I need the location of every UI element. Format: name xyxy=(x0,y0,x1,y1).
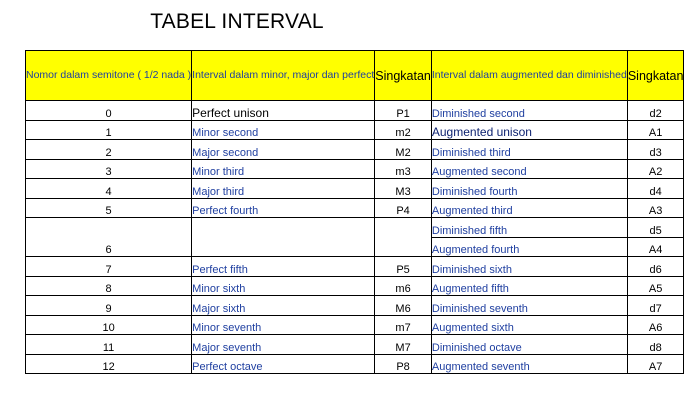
aug-dim-abbreviation-cell: A3 xyxy=(627,198,684,218)
abbreviation-cell: m2 xyxy=(375,120,432,140)
interval-cell: Major third xyxy=(192,179,375,199)
semitone-cell: 2 xyxy=(26,140,192,160)
abbreviation-cell: M7 xyxy=(375,335,432,355)
semitone-cell: 7 xyxy=(26,257,192,277)
interval-cell: Major second xyxy=(192,140,375,160)
semitone-cell: 1 xyxy=(26,120,192,140)
semitone-cell: 3 xyxy=(26,159,192,179)
aug-dim-interval-cell: Diminished fifth xyxy=(431,218,627,238)
page-title: TABEL INTERVAL xyxy=(150,10,324,33)
semitone-cell: 12 xyxy=(26,354,192,374)
abbreviation-cell: P1 xyxy=(375,101,432,121)
header-semitone: Nomor dalam semitone ( 1/2 nada ) xyxy=(26,51,192,101)
table-row xyxy=(26,218,684,238)
aug-dim-abbreviation-cell: d6 xyxy=(627,257,684,277)
abbreviation-cell: P4 xyxy=(375,198,432,218)
header-interval-augmented-diminished: Interval dalam augmented dan diminished xyxy=(431,51,627,101)
aug-dim-abbreviation-cell: d2 xyxy=(627,101,684,121)
interval-cell: Perfect unison xyxy=(192,101,375,121)
abbreviation-cell: P8 xyxy=(375,354,432,374)
aug-dim-interval-cell: Diminished second xyxy=(431,101,627,121)
interval-cell: Minor second xyxy=(192,120,375,140)
aug-dim-interval-cell: Augmented third xyxy=(431,198,627,218)
table-row xyxy=(26,257,684,277)
aug-dim-interval-cell: Diminished fourth xyxy=(431,179,627,199)
aug-dim-interval-cell: Diminished third xyxy=(431,140,627,160)
aug-dim-abbreviation-cell: A2 xyxy=(627,159,684,179)
semitone-cell: 11 xyxy=(26,335,192,355)
abbreviation-cell: m7 xyxy=(375,315,432,335)
abbreviation-cell: P5 xyxy=(375,257,432,277)
abbreviation-cell: m6 xyxy=(375,276,432,296)
aug-dim-interval-cell: Augmented unison xyxy=(431,120,627,140)
interval-cell: Perfect fifth xyxy=(192,257,375,277)
empty-interval-cell xyxy=(192,218,375,257)
table-row xyxy=(26,276,684,296)
aug-dim-interval-cell: Diminished seventh xyxy=(431,296,627,316)
table-row xyxy=(26,179,684,199)
aug-dim-abbreviation-cell: d7 xyxy=(627,296,684,316)
interval-cell: Major seventh xyxy=(192,335,375,355)
table-row xyxy=(26,140,684,160)
abbreviation-cell: M2 xyxy=(375,140,432,160)
aug-dim-interval-cell: Augmented seventh xyxy=(431,354,627,374)
aug-dim-interval-cell: Augmented fourth xyxy=(431,237,627,257)
abbreviation-cell: m3 xyxy=(375,159,432,179)
aug-dim-abbreviation-cell: A7 xyxy=(627,354,684,374)
interval-cell: Major sixth xyxy=(192,296,375,316)
table-row xyxy=(26,159,684,179)
semitone-cell: 8 xyxy=(26,276,192,296)
table-row xyxy=(26,354,684,374)
aug-dim-abbreviation-cell: d5 xyxy=(627,218,684,238)
table-row xyxy=(26,335,684,355)
abbreviation-cell: M3 xyxy=(375,179,432,199)
aug-dim-interval-cell: Augmented sixth xyxy=(431,315,627,335)
header-abbreviation-1: Singkatan xyxy=(375,51,432,101)
semitone-cell: 6 xyxy=(26,218,192,257)
aug-dim-abbreviation-cell: A6 xyxy=(627,315,684,335)
table-row xyxy=(26,101,684,121)
header-interval-minor-major-perfect: Interval dalam minor, major dan perfect xyxy=(192,51,375,101)
table-row xyxy=(26,296,684,316)
aug-dim-interval-cell: Augmented second xyxy=(431,159,627,179)
empty-abbreviation-cell xyxy=(375,218,432,257)
table-row xyxy=(26,315,684,335)
interval-cell: Perfect fourth xyxy=(192,198,375,218)
semitone-cell: 0 xyxy=(26,101,192,121)
interval-cell: Minor seventh xyxy=(192,315,375,335)
aug-dim-abbreviation-cell: d4 xyxy=(627,179,684,199)
abbreviation-cell: M6 xyxy=(375,296,432,316)
header-row xyxy=(26,51,684,101)
interval-cell: Minor sixth xyxy=(192,276,375,296)
table-row xyxy=(26,198,684,218)
aug-dim-interval-cell: Diminished octave xyxy=(431,335,627,355)
semitone-cell: 5 xyxy=(26,198,192,218)
aug-dim-abbreviation-cell: d3 xyxy=(627,140,684,160)
aug-dim-interval-cell: Diminished sixth xyxy=(431,257,627,277)
semitone-cell: 9 xyxy=(26,296,192,316)
table-row xyxy=(26,120,684,140)
aug-dim-abbreviation-cell: A4 xyxy=(627,237,684,257)
interval-table xyxy=(25,50,684,374)
semitone-cell: 10 xyxy=(26,315,192,335)
aug-dim-interval-cell: Augmented fifth xyxy=(431,276,627,296)
interval-cell: Minor third xyxy=(192,159,375,179)
aug-dim-abbreviation-cell: A1 xyxy=(627,120,684,140)
interval-cell: Perfect octave xyxy=(192,354,375,374)
aug-dim-abbreviation-cell: d8 xyxy=(627,335,684,355)
header-abbreviation-2: Singkatan xyxy=(627,51,684,101)
semitone-cell: 4 xyxy=(26,179,192,199)
aug-dim-abbreviation-cell: A5 xyxy=(627,276,684,296)
